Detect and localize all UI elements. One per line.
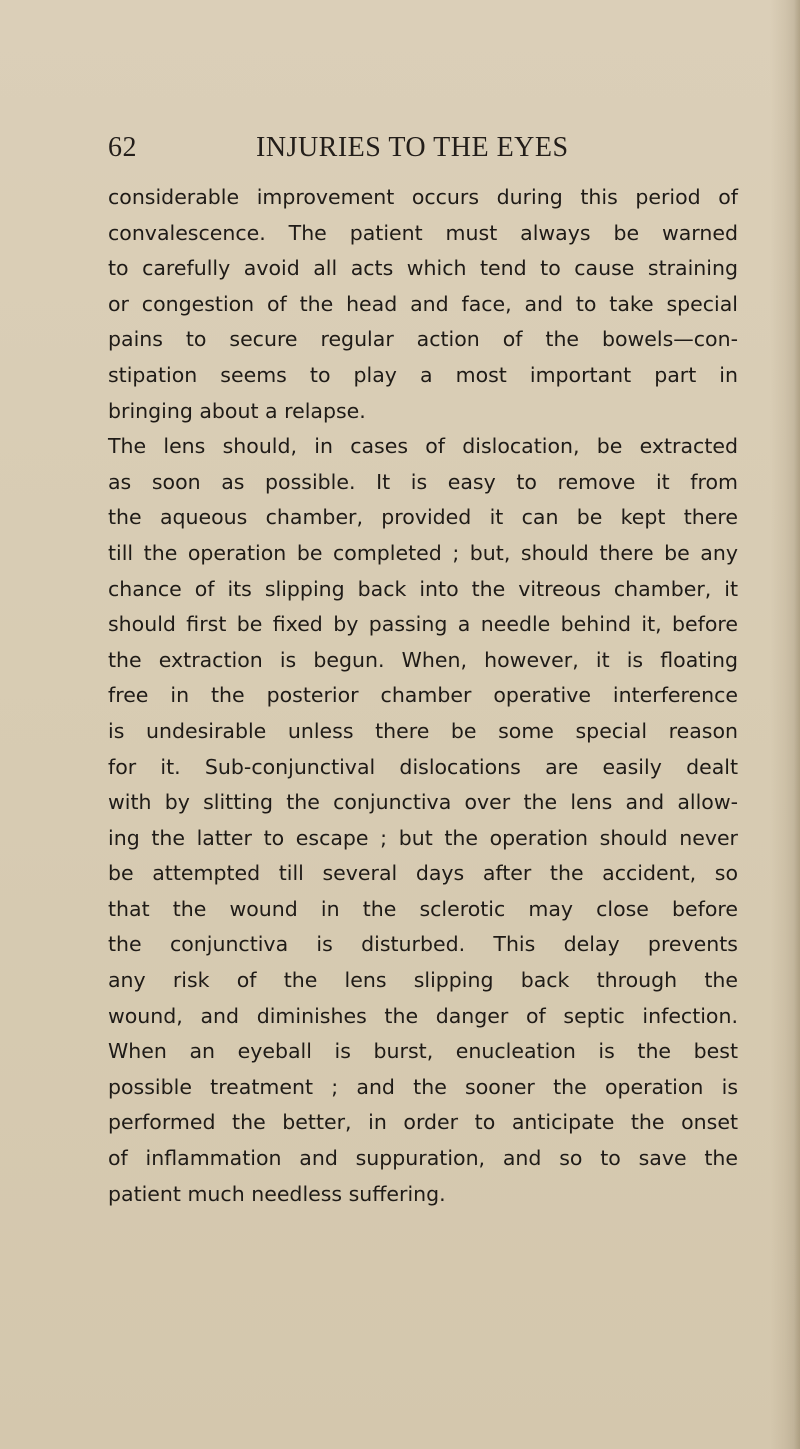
text-line: that the wound in the sclerotic may close before xyxy=(108,896,738,921)
text-line: the aqueous chamber, provided it can be kept there xyxy=(108,505,738,530)
text-line: of inflammation and suppuration, and so to save the xyxy=(108,1146,738,1171)
text-line: any risk of the lens slipping back through the xyxy=(108,968,738,993)
text-line: stipation seems to play a most important part in xyxy=(108,362,738,387)
text-line: is undesirable unless there be some special reason xyxy=(108,718,738,743)
text-line: performed the better, in order to anticipate the onset xyxy=(108,1110,738,1135)
text-line: The lens should, in cases of dislocation, be extracted xyxy=(108,434,738,459)
text-line: bringing about a relapse. xyxy=(108,398,366,423)
text-line: considerable improvement occurs during this period of xyxy=(108,185,738,209)
text-line: free in the posterior chamber operative interference xyxy=(108,683,738,708)
page-number: 62 xyxy=(108,132,137,163)
text-line: to carefully avoid all acts which tend to cause straining xyxy=(108,256,738,281)
text-line: for it. Sub-conjunctival dislocations are easily dealt xyxy=(108,754,738,779)
text-line: be attempted till several days after the accident, so xyxy=(108,861,738,886)
text-line: the extraction is begun. When, however, it is floating xyxy=(108,647,738,672)
text-line: wound, and diminishes the danger of septic infection. xyxy=(108,1003,738,1028)
text-line: When an eyeball is burst, enucleation is the best xyxy=(108,1039,738,1064)
page-header xyxy=(108,132,738,172)
text-line: the conjunctiva is disturbed. This delay prevents xyxy=(108,932,738,957)
text-line: till the operation be completed ; but, should there be any xyxy=(108,540,738,565)
text-line: patient much needless suffering. xyxy=(108,1181,446,1206)
text-line: pains to secure regular action of the bowels—con- xyxy=(108,327,738,352)
text-line: chance of its slipping back into the vitreous chamber, it xyxy=(108,576,738,601)
text-line: should first be fixed by passing a needle behind it, before xyxy=(108,612,738,637)
text-line: possible treatment ; and the sooner the operation is xyxy=(108,1074,738,1099)
text-line: with by slitting the conjunctiva over the lens and allow- xyxy=(108,790,738,815)
text-line: or congestion of the head and face, and to take special xyxy=(108,291,738,316)
text-line: convalescence. The patient must always be warned xyxy=(108,220,738,245)
body-text xyxy=(108,180,738,1212)
page-edge-shadow xyxy=(794,0,800,1449)
running-head: INJURIES TO THE EYES xyxy=(256,132,569,163)
text-line: ing the latter to escape ; but the operation should never xyxy=(108,825,738,850)
text-line: as soon as possible. It is easy to remove it from xyxy=(108,469,738,494)
